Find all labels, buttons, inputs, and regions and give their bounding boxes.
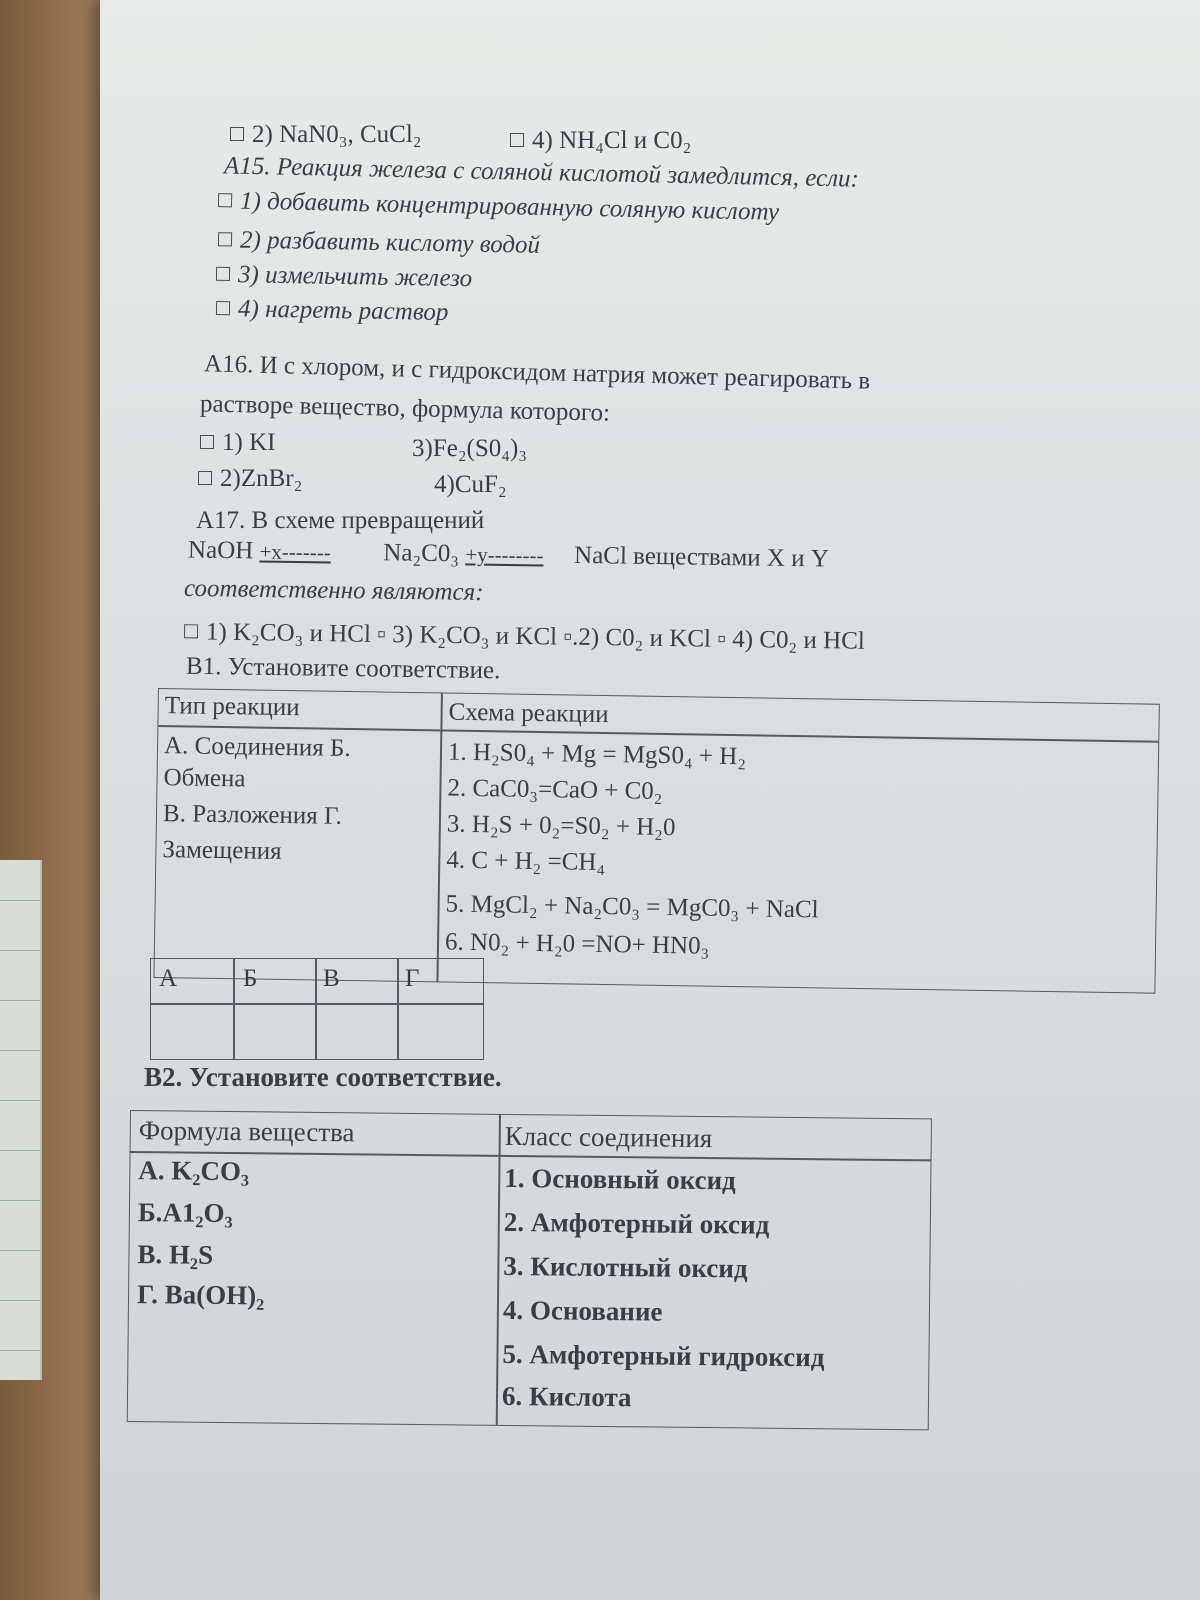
b1-answer-header-b: Б [243, 965, 258, 992]
b1-scheme-6: 6. N0₂ + H₂0 =NO+ HN0₃ [444, 928, 710, 960]
checkbox-icon [230, 127, 244, 141]
a16-question-line2: растворе вещество, формула которого: [199, 390, 611, 427]
a17-arrow-y: +y-------- [465, 542, 544, 568]
b1-scheme-5: 5. MgCl₂ + Na₂C0₃ = MgC0₃ + NaCl [445, 890, 819, 924]
checkbox-icon [200, 435, 214, 449]
b1-answer-cell-a[interactable] [153, 1007, 231, 1055]
a17-arrow-x: +x------- [259, 539, 331, 565]
b1-col2-header: Схема реакции [448, 698, 609, 729]
b2-class-1: 1. Основный оксид [504, 1162, 736, 1196]
a15-question: А15. Реакция железа с соляной кислотой замедлится, если: [223, 152, 860, 193]
b1-type-4: Замещения [162, 836, 282, 865]
a17-middle: Na₂C0₃ [383, 539, 460, 568]
a15-option-1: 1) добавить концентрированную соляную кислоту [218, 186, 780, 228]
b1-type-3: В. Разложения Г. [162, 800, 343, 830]
b1-answer-header-v: В [323, 965, 340, 992]
b2-table [127, 1110, 932, 1430]
checkbox-icon [218, 232, 232, 246]
worksheet-page [100, 0, 1200, 1600]
b1-scheme-2: 2. CaC0₃=CaO + C0₂ [447, 774, 663, 805]
b1-type-2: Обмена [163, 764, 246, 793]
a15-option-2: 2) разбавить кислоту водой [218, 225, 541, 261]
b1-table [153, 688, 1159, 994]
b1-col1-header: Тип реакции [164, 692, 300, 722]
checkbox-icon [184, 625, 198, 639]
b1-answer-header-a: А [159, 965, 178, 992]
b1-scheme-3: 3. H₂S + 0₂=S0₂ + H₂0 [446, 810, 676, 842]
a16-option-2: 2)ZnBr₂ [198, 464, 302, 494]
checkbox-icon [216, 301, 230, 315]
b2-class-4: 4. Основание [502, 1294, 663, 1327]
a16-option-3: 3)Fe₂(S0₄)₃ [412, 435, 528, 462]
a16-option-4: 4)CuF₂ [434, 471, 507, 498]
a14-option-2: 2) NaN0₃, CuCl₂ [230, 120, 422, 150]
b1-title: В1. Установите соответствие. [185, 652, 501, 685]
b2-formula-4: Г. Ba(OH)₂ [136, 1279, 265, 1311]
b2-formula-1: А. K₂CO₃ [138, 1155, 250, 1187]
a15-option-3: 3) измельчить железо [216, 260, 473, 294]
b2-class-3: 3. Кислотный оксид [503, 1250, 748, 1284]
b2-formula-2: Б.A1₂O₃ [137, 1197, 233, 1229]
a14-option-4: 4) NH₄Cl и C0₂ [510, 126, 691, 156]
a17-line3: соответственно являются: [183, 574, 484, 607]
b1-answer-header-g: Г [405, 965, 420, 992]
a17-options: 1) K₂CO₃ и HCl ▫ 3) K₂CO₃ и KCl ▫.2) C0₂ и KCl ▫ 4) C0₂ и HCl [184, 617, 865, 657]
a15-option-4: 4) нагреть раствор [216, 294, 449, 328]
b2-col2-header: Класс соединения [504, 1120, 713, 1154]
checkbox-icon [216, 267, 230, 281]
b1-type-1: А. Соединения Б. [163, 732, 351, 763]
b1-answer-cell-v[interactable] [317, 1007, 395, 1055]
b1-scheme-1: 1. H₂S0₄ + Mg = MgS0₄ + H₂ [447, 738, 747, 771]
a17-end: NaCl веществами X и Y [573, 541, 830, 573]
b2-col1-header: Формула вещества [138, 1115, 355, 1148]
a16-option-1: 1) KI [200, 428, 275, 458]
b1-answer-grid [150, 958, 484, 1060]
a17-start: NaOH [187, 536, 254, 565]
a17-scheme [188, 536, 829, 575]
b2-title: В2. Установите соответствие. [144, 1062, 502, 1092]
b2-formula-3: В. H₂S [137, 1239, 214, 1270]
b2-class-5: 5. Амфотерный гидроксид [502, 1338, 825, 1373]
b2-class-2: 2. Амфотерный оксид [503, 1206, 770, 1240]
checkbox-icon [510, 133, 524, 147]
notebook-edge [0, 860, 42, 1380]
b1-answer-cell-g[interactable] [399, 1007, 479, 1055]
a16-question-line1: А16. И с хлором, и с гидроксидом натрия может реагировать в [203, 350, 871, 395]
b1-answer-cell-b[interactable] [235, 1007, 313, 1055]
checkbox-icon [198, 471, 212, 485]
b1-scheme-4: 4. C + H₂ =CH₄ [446, 846, 606, 877]
checkbox-icon [218, 193, 232, 207]
b2-class-6: 6. Кислота [501, 1380, 632, 1413]
a17-question: А17. В схеме превращений [196, 507, 485, 534]
